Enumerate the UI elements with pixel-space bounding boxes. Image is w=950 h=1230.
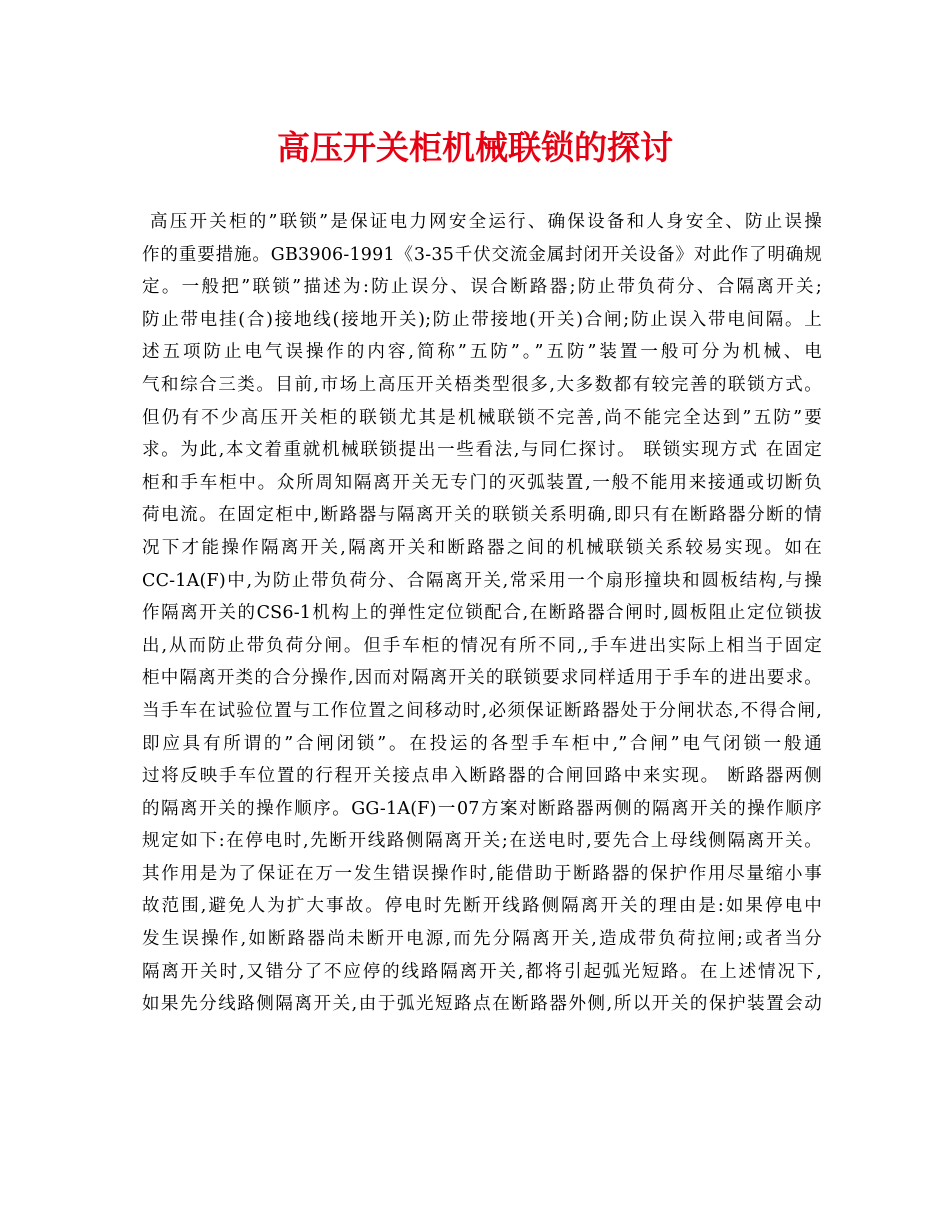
body-line: 如果先分线路侧隔离开关,由于弧光短路点在断路器外侧,所以开关的保护装置会动: [142, 994, 822, 1015]
body-line: 柜中隔离开类的合分操作,因而对隔离开关的联锁要求同样适用于手车的进出要求。: [142, 668, 822, 689]
body-line: 即应具有所谓的”合闸闭锁”。在投运的各型手车柜中,”合闸”电气闭锁一般通: [142, 733, 822, 754]
body-line: 其作用是为了保证在万一发生错误操作时,能借助于断路器的保护作用尽量缩小事: [142, 863, 822, 884]
body-line: 作隔离开关的CS6-1机构上的弹性定位锁配合,在断路器合闸时,圆板阻止定位锁拔: [142, 603, 822, 624]
body-line: 荷电流。在固定柜中,断路器与隔离开关的联锁关系明确,即只有在断路器分断的情: [142, 505, 822, 526]
body-line: 规定如下:在停电时,先断开线路侧隔离开关;在送电时,要先合上母线侧隔离开关。: [142, 831, 822, 852]
body-line: 高压开关柜的”联锁”是保证电力网安全运行、确保设备和人身安全、防止误操: [150, 212, 822, 232]
body-line: 的隔离开关的操作顺序。GG-1A(F)一07方案对断路器两侧的隔离开关的操作顺序: [142, 798, 822, 819]
body-line: 述五项防止电气误操作的内容,简称”五防”。”五防”装置一般可分为机械、电: [142, 342, 822, 363]
body-line: 柜和手车柜中。众所周知隔离开关无专门的灭弧装置,一般不能用来接通或切断负: [142, 472, 822, 493]
body-line: 气和综合三类。目前,市场上高压开关梧类型很多,大多数都有较完善的联锁方式。: [142, 374, 822, 395]
body-line: 过将反映手车位置的行程开关接点串入断路器的合闸回路中来实现。 断路器两侧: [142, 766, 822, 787]
body-line: 防止带电挂(合)接地线(接地开关);防止带接地(开关)合闸;防止误入带电间隔。上: [142, 309, 822, 330]
body-line: 定。一般把”联锁”描述为:防止误分、误合断路器;防止带负荷分、合隔离开关;: [142, 277, 822, 298]
body-line: 出,从而防止带负荷分闸。但手车柜的情况有所不同,,手车进出实际上相当于固定: [142, 635, 822, 656]
body-line: 作的重要措施。GB3906-1991《3-35千伏交流金属封闭开关设备》对此作了明确规: [142, 244, 822, 265]
body-line: 况下才能操作隔离开关,隔离开关和断路器之间的机械联锁关系较易实现。如在: [142, 537, 822, 558]
body-line: 求。为此,本文着重就机械联锁提出一些看法,与同仁探讨。 联锁实现方式 在固定: [142, 440, 822, 461]
body-line: CC-1A(F)中,为防止带负荷分、合隔离开关,常采用一个扇形撞块和圆板结构,与操: [142, 570, 822, 591]
body-line: 隔离开关时,又错分了不应停的线路隔离开关,都将引起弧光短路。在上述情况下,: [142, 961, 822, 982]
body-line: 但仍有不少高压开关柜的联锁尤其是机械联锁不完善,尚不能完全达到”五防”要: [142, 407, 822, 428]
document-body: [142, 206, 822, 1021]
body-line: 故范围,避免人为扩大事故。停电时先断开线路侧隔离开关的理由是:如果停电中: [142, 896, 822, 917]
body-line: 当手车在试验位置与工作位置之间移动时,必须保证断路器处于分闸状态,不得合闸,: [142, 700, 822, 721]
document-title: 高压开关柜机械联锁的探讨: [277, 128, 673, 167]
body-line: 发生误操作,如断路器尚未断开电源,而先分隔离开关,造成带负荷拉闸;或者当分: [142, 929, 822, 950]
